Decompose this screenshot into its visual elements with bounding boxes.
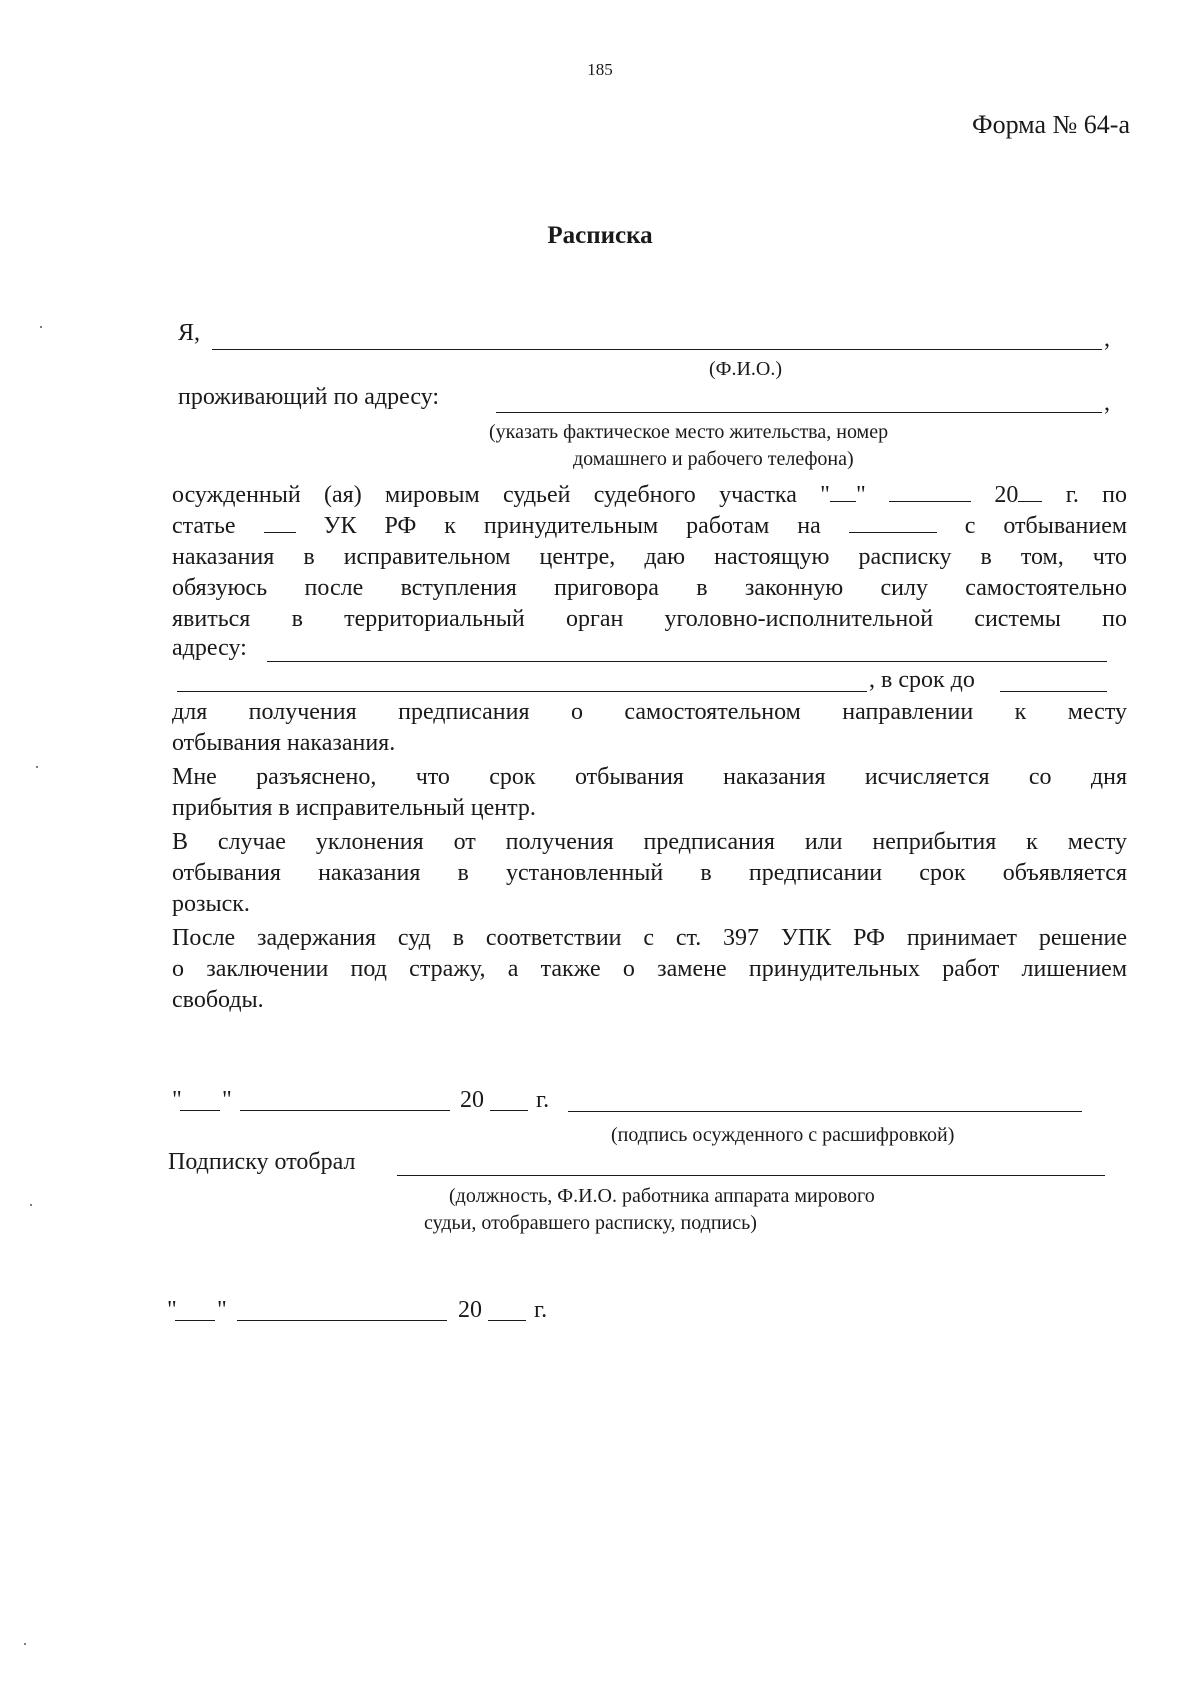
para-line-5: явиться в территориальный орган уголовно-исполнительной системы по bbox=[172, 606, 1127, 632]
para4-line-3: свободы. bbox=[172, 987, 264, 1013]
text: статье bbox=[172, 513, 236, 539]
text: УК РФ к принудительным работам на bbox=[323, 513, 821, 539]
date1-month-line[interactable] bbox=[240, 1110, 450, 1111]
article-blank[interactable] bbox=[264, 512, 296, 533]
date2-year-prefix: 20 bbox=[458, 1297, 482, 1323]
authority-address-line-1[interactable] bbox=[267, 661, 1107, 662]
date1-day-line[interactable] bbox=[180, 1110, 220, 1111]
name-caption: (Ф.И.О.) bbox=[709, 358, 783, 380]
para2-line-1: Мне разъяснено, что срок отбывания наказания исчисляется со дня bbox=[172, 764, 1127, 790]
term-blank[interactable] bbox=[849, 512, 937, 533]
deadline-label: , в срок до bbox=[869, 667, 975, 693]
para2-line-2: прибытия в исправительный центр. bbox=[172, 795, 536, 821]
date1-year-suffix: г. bbox=[536, 1087, 550, 1113]
deadline-field-line[interactable] bbox=[1000, 691, 1107, 692]
address-field-line[interactable] bbox=[496, 412, 1102, 413]
document-title: Расписка bbox=[547, 222, 653, 249]
para-line-2 bbox=[172, 511, 1127, 542]
text: 20 bbox=[994, 482, 1019, 508]
date1-open-quote: " bbox=[172, 1087, 182, 1113]
scan-speck bbox=[30, 1204, 32, 1206]
date2-year-line[interactable] bbox=[488, 1320, 526, 1321]
text: " bbox=[855, 482, 866, 508]
taken-by-caption-1: (должность, Ф.И.О. работника аппарата мирового bbox=[449, 1185, 875, 1207]
para-line-1 bbox=[172, 480, 1127, 511]
page-number: 185 bbox=[587, 60, 613, 79]
para4-line-2: о заключении под стражу, а также о замене принудительных работ лишением bbox=[172, 956, 1127, 982]
date2-year-suffix: г. bbox=[534, 1297, 548, 1323]
name-comma: , bbox=[1104, 326, 1110, 352]
text: г. по bbox=[1065, 482, 1128, 508]
signature-caption: (подпись осужденного с расшифровкой) bbox=[611, 1124, 955, 1146]
date2-close-quote: " bbox=[217, 1297, 227, 1323]
taken-by-caption-2: судьи, отобравшего расписку, подпись) bbox=[424, 1212, 757, 1234]
date2-open-quote: " bbox=[167, 1297, 177, 1323]
taken-by-line[interactable] bbox=[397, 1175, 1105, 1176]
name-prefix: Я, bbox=[178, 320, 201, 346]
para3-line-3: розыск. bbox=[172, 891, 250, 917]
form-number: Форма № 64-а bbox=[972, 110, 1130, 139]
address-comma: , bbox=[1104, 390, 1110, 416]
day-blank[interactable] bbox=[830, 481, 856, 502]
date2-day-line[interactable] bbox=[175, 1320, 215, 1321]
scan-speck bbox=[40, 326, 42, 328]
address-caption-1: (указать фактическое место жительства, номер bbox=[489, 421, 889, 443]
date1-year-line[interactable] bbox=[490, 1110, 528, 1111]
para4-line-1: После задержания суд в соответствии с ст. 397 УПК РФ принимает решение bbox=[172, 925, 1127, 951]
address-label: проживающий по адресу: bbox=[178, 384, 440, 410]
date2-month-line[interactable] bbox=[237, 1320, 447, 1321]
date1-close-quote: " bbox=[222, 1087, 232, 1113]
para-line-4: обязуюсь после вступления приговора в законную силу самостоятельно bbox=[172, 575, 1127, 601]
text: с отбыванием bbox=[964, 513, 1128, 539]
scan-speck bbox=[24, 1643, 26, 1645]
para-line-3: наказания в исправительном центре, даю настоящую расписку в том, что bbox=[172, 544, 1127, 570]
month-blank[interactable] bbox=[889, 481, 971, 502]
para3-line-2: отбывания наказания в установленный в предписании срок объявляется bbox=[172, 860, 1127, 886]
text: осужденный (ая) мировым судьей судебного участка " bbox=[172, 482, 830, 508]
address-caption-2: домашнего и рабочего телефона) bbox=[573, 448, 854, 470]
scan-speck bbox=[36, 766, 38, 768]
authority-address-line-2[interactable] bbox=[177, 691, 867, 692]
name-field-line[interactable] bbox=[212, 349, 1102, 350]
signature-line[interactable] bbox=[568, 1111, 1082, 1112]
para-line-6: адресу: bbox=[172, 635, 247, 661]
taken-by-label: Подписку отобрал bbox=[168, 1149, 356, 1175]
date1-year-prefix: 20 bbox=[460, 1087, 484, 1113]
para-line-8: для получения предписания о самостоятельном направлении к месту bbox=[172, 699, 1127, 725]
para-line-9: отбывания наказания. bbox=[172, 730, 396, 756]
year-blank[interactable] bbox=[1018, 481, 1042, 502]
para3-line-1: В случае уклонения от получения предписания или неприбытия к месту bbox=[172, 829, 1127, 855]
